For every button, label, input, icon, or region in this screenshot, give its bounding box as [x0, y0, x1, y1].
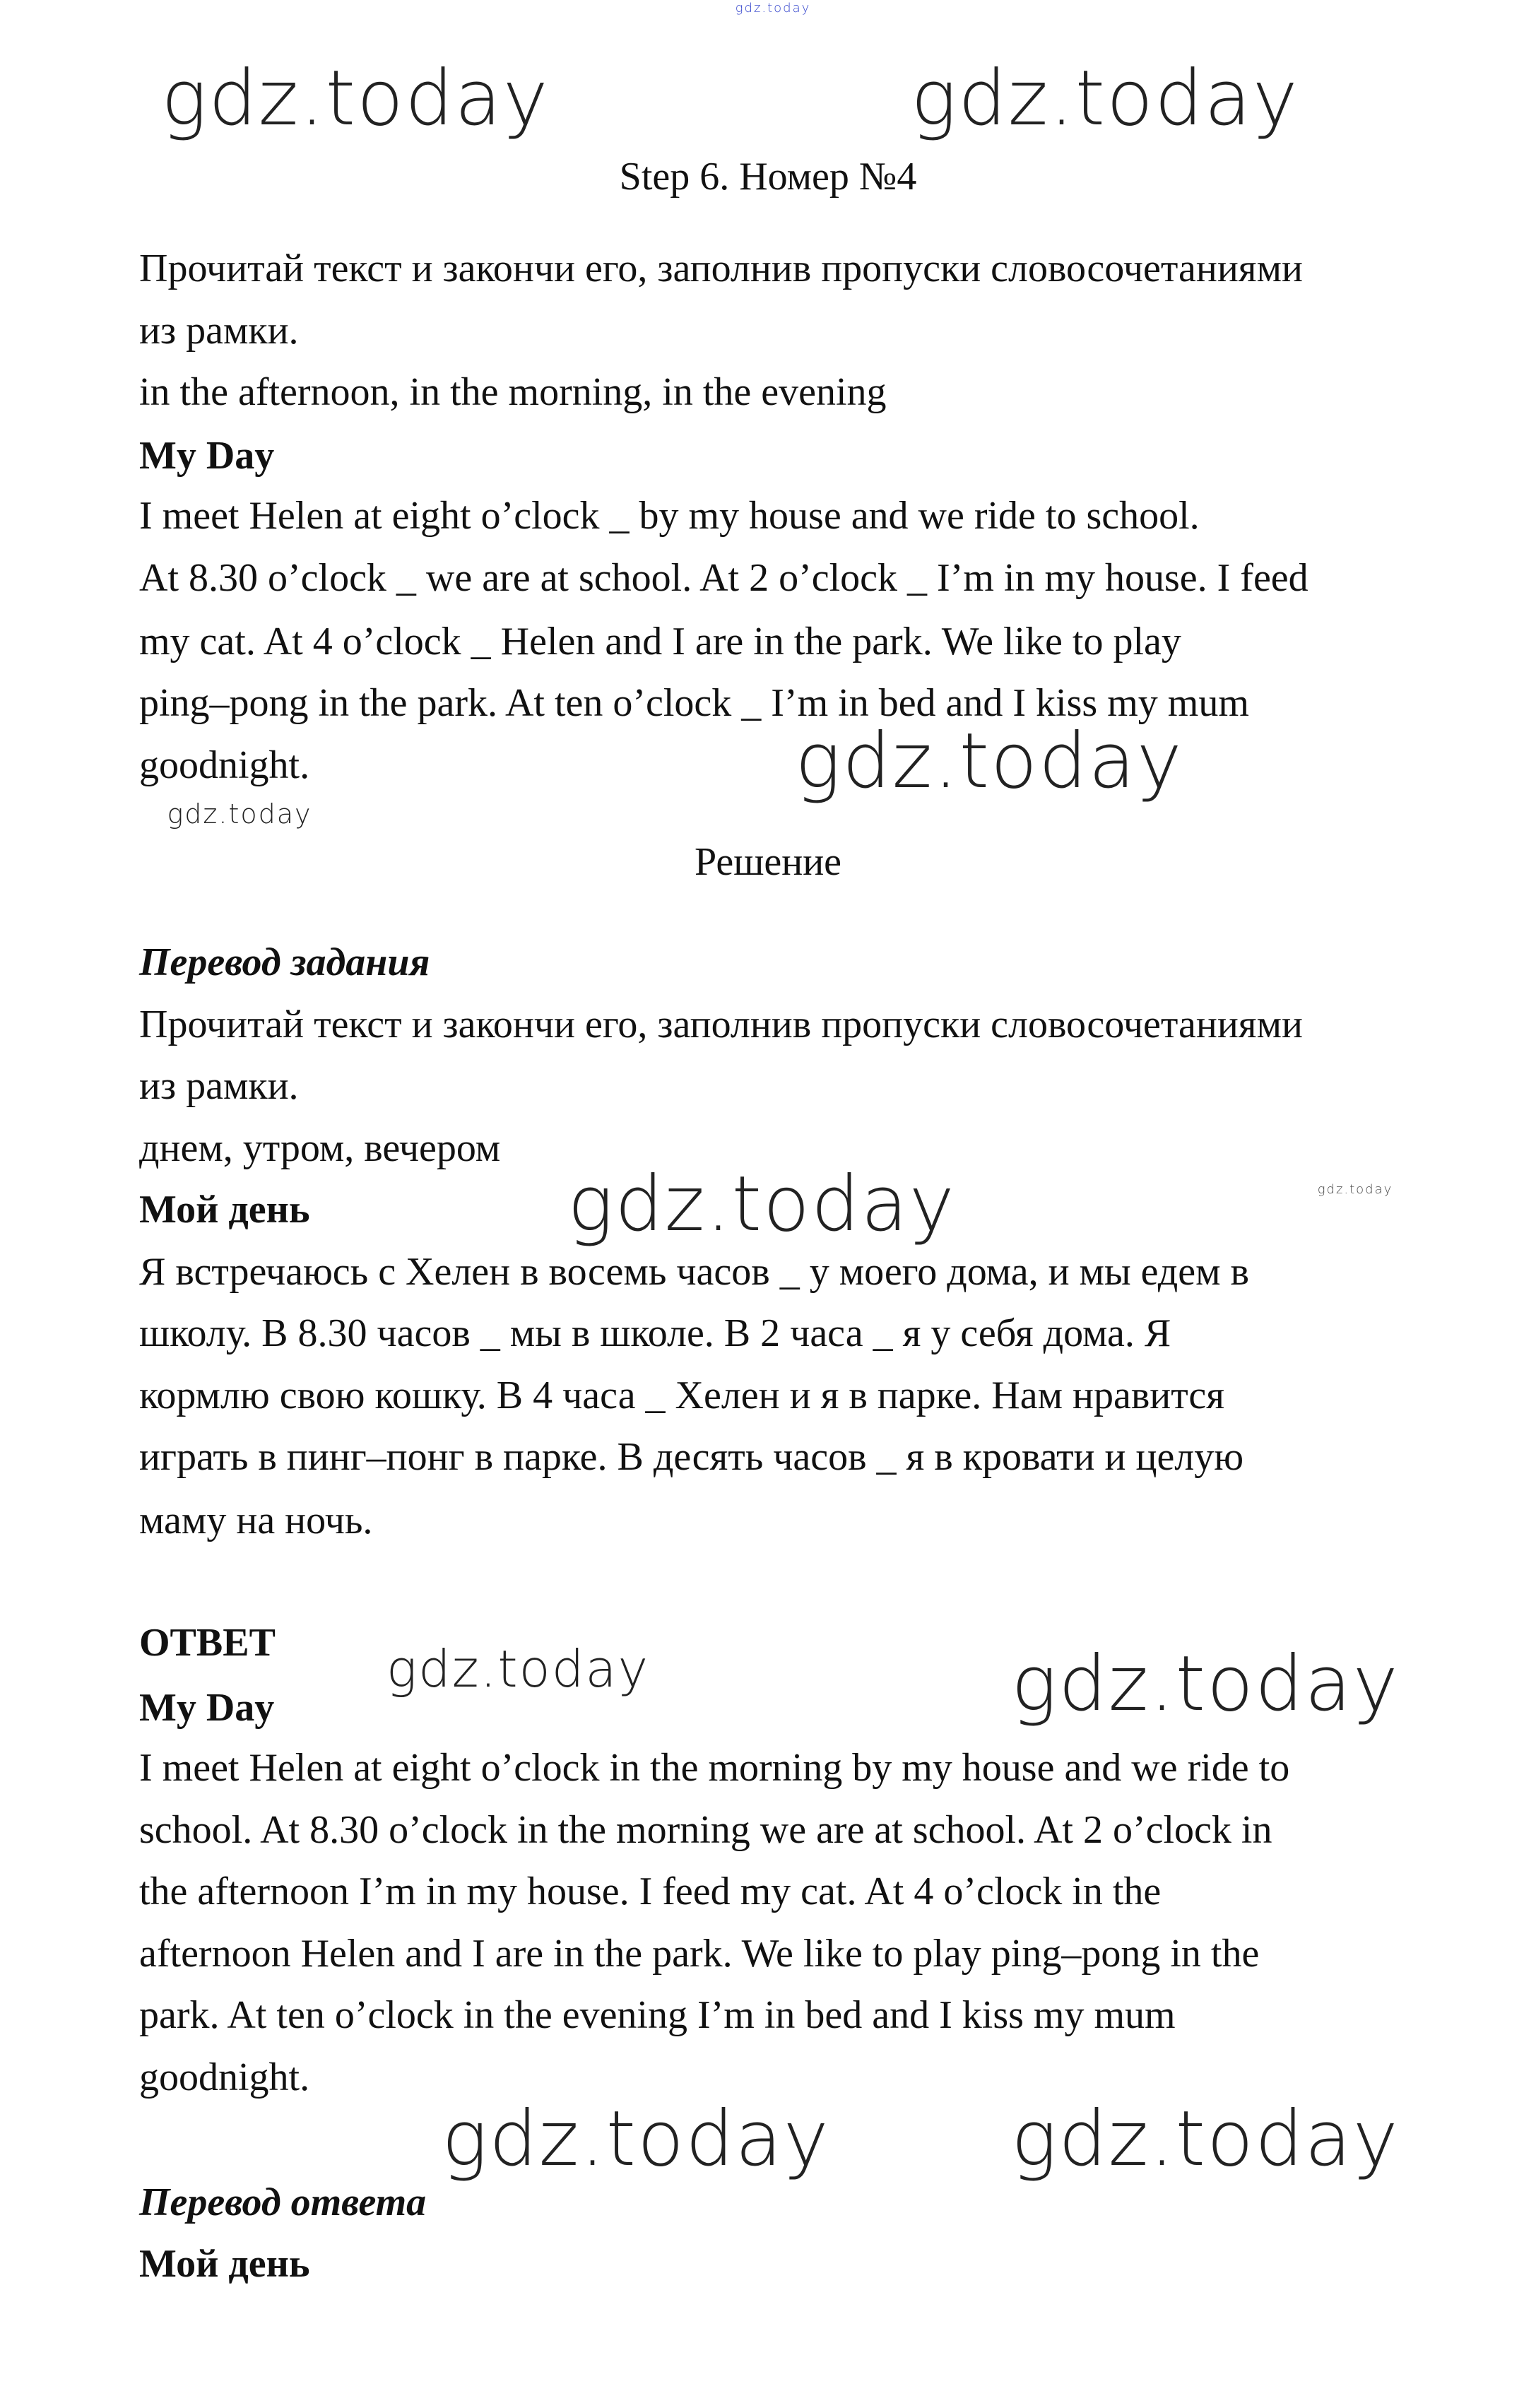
task-line: in the afternoon, in the morning, in the evening	[139, 370, 887, 414]
answer-text-line: school. At 8.30 o’clock in the morning we are at school. At 2 o’clock in	[139, 1808, 1272, 1852]
task-text-line: goodnight.	[139, 743, 310, 787]
watermark: gdz.today	[386, 1639, 650, 1699]
task-heading: My Day	[139, 434, 275, 478]
translation-title: Мой день	[139, 1188, 310, 1232]
answer-label: ОТВЕТ	[139, 1621, 276, 1665]
watermark: gdz.today	[1011, 1640, 1400, 1728]
watermark: gdz.today	[167, 798, 312, 830]
answer-text-line: afternoon Helen and I are in the park. We like to play ping–pong in the	[139, 1932, 1260, 1976]
task-text-line: I meet Helen at eight o’clock _ by my house and we ride to school.	[139, 494, 1200, 538]
watermark: gdz.today	[795, 717, 1183, 805]
answer-text-line: the afternoon I’m in my house. I feed my cat. At 4 o’clock in the	[139, 1870, 1162, 1913]
translation-text-line: школу. В 8.30 часов _ мы в школе. В 2 часа _ я у себя дома. Я	[139, 1311, 1171, 1355]
answer-heading: My Day	[139, 1686, 275, 1730]
answer-text-line: goodnight.	[139, 2055, 310, 2099]
watermark: gdz.today	[1011, 2095, 1400, 2183]
translation-line: из рамки.	[139, 1064, 299, 1108]
translation-text-line: кормлю свою кошку. В 4 часа _ Хелен и я в парке. Нам нравится	[139, 1374, 1225, 1417]
page-title: Step 6. Номер №4	[619, 155, 917, 199]
watermark: gdz.today	[442, 2095, 830, 2183]
translation-text-line: играть в пинг–понг в парке. В десять часов _ я в кровати и целую	[139, 1435, 1244, 1479]
answer-text-line: park. At ten o’clock in the evening I’m in bed and I kiss my mum	[139, 1993, 1176, 2037]
watermark: gdz.today	[567, 1160, 956, 1249]
translation-line: днем, утром, вечером	[139, 1126, 501, 1170]
translation-text-line: маму на ночь.	[139, 1499, 373, 1542]
task-line: из рамки.	[139, 309, 299, 353]
solution-label: Решение	[694, 840, 842, 884]
answer-translation-heading: Перевод ответа	[139, 2180, 427, 2224]
watermark: gdz.today	[911, 54, 1299, 143]
translation-text-line: Я встречаюсь с Хелен в восемь часов _ у моего дома, и мы едем в	[139, 1250, 1249, 1294]
task-text-line: At 8.30 o’clock _ we are at school. At 2 o’clock _ I’m in my house. I feed	[139, 556, 1308, 600]
answer-text-line: I meet Helen at eight o’clock in the morning by my house and we ride to	[139, 1746, 1290, 1790]
watermark: gdz.today	[1317, 1182, 1393, 1197]
task-line: Прочитай текст и закончи его, заполнив пропуски словосочетаниями	[139, 247, 1303, 290]
answer-translation-title: Мой день	[139, 2242, 310, 2286]
watermark: gdz.today	[735, 1, 811, 16]
task-text-line: my cat. At 4 o’clock _ Helen and I are in the park. We like to play	[139, 620, 1181, 663]
translation-heading: Перевод задания	[139, 940, 430, 984]
task-text-line: ping–pong in the park. At ten o’clock _ I’m in bed and I kiss my mum	[139, 681, 1249, 725]
watermark: gdz.today	[161, 54, 550, 143]
translation-line: Прочитай текст и закончи его, заполнив пропуски словосочетаниями	[139, 1003, 1303, 1046]
